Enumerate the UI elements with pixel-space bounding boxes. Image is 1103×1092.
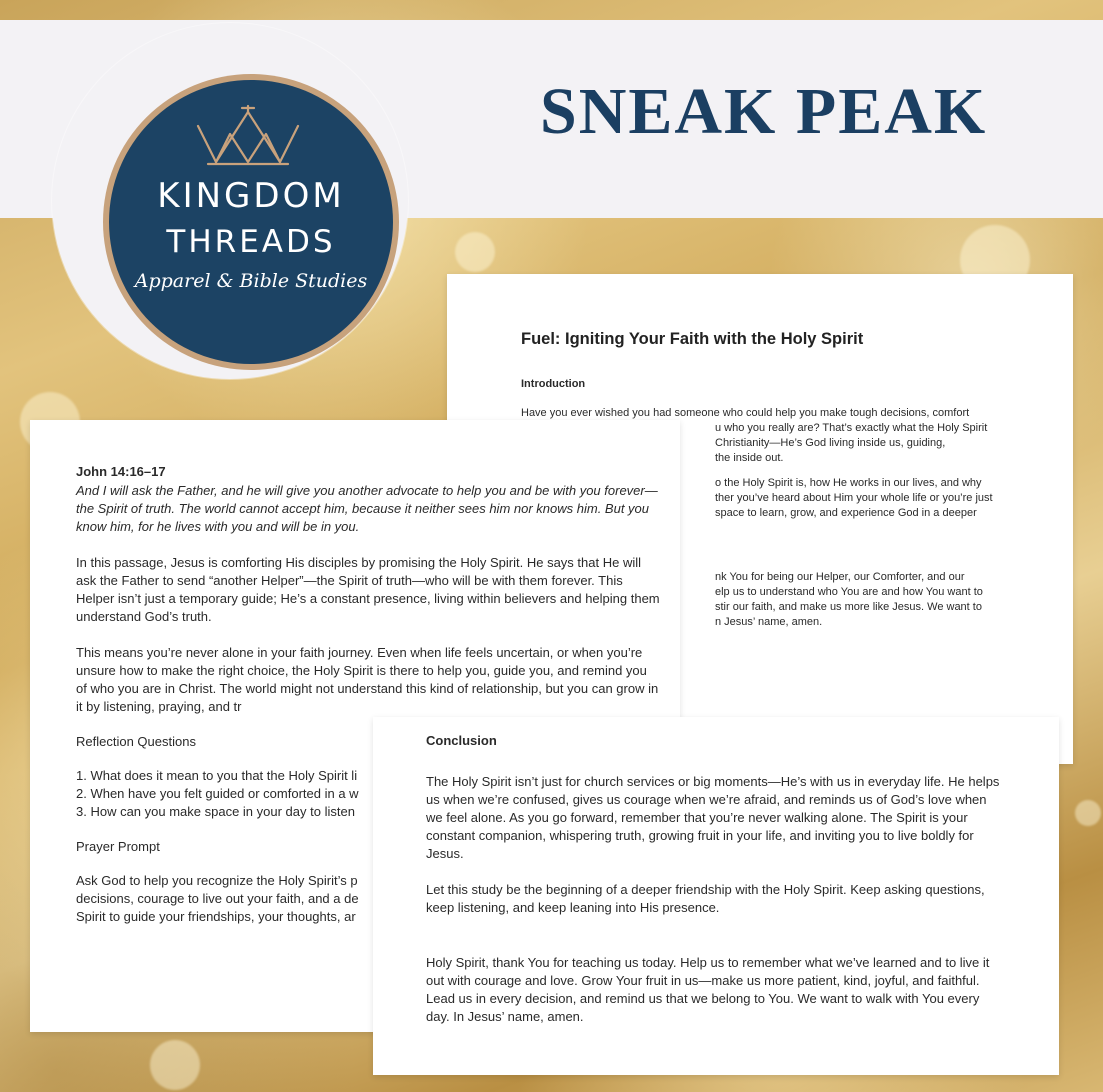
body-paragraph: In this passage, Jesus is comforting His disciples by promising the Holy Spirit. He says that He will ask the Father to send “another Helper”—the Spirit of truth—who will be with them forever. This Helper isn’t just a temporary guide; He’s a constant presence, living within believers and helping them understand God’s truth.: [76, 554, 660, 624]
reflection-heading: Reflection Questions: [76, 733, 196, 749]
text-line: Ask God to help you recognize the Holy Spirit’s p: [76, 872, 358, 888]
bokeh-light: [455, 232, 495, 272]
document-title: Fuel: Igniting Your Faith with the Holy Spirit: [521, 330, 864, 348]
text-line: space to learn, grow, and experience God in a deeper: [715, 507, 977, 519]
closing-prayer: Holy Spirit, thank You for teaching us today. Help us to remember what we’ve learned and to live it out with courage and love. Grow Your fruit in us—make us more patient, kind, joyful, and faithful. Lead us in every decision, and remind us that we belong to You. We want to walk with You every day. In Jesus’ name, amen.: [426, 954, 990, 1024]
text-line: nk You for being our Helper, our Comforter, and our: [715, 571, 965, 583]
list-item: 1. What does it mean to you that the Holy Spirit li: [76, 767, 358, 783]
bokeh-light: [150, 1040, 200, 1090]
text-line: the inside out.: [715, 452, 784, 464]
crown-icon: [190, 104, 306, 170]
intro-fragment: [715, 421, 1015, 466]
page-title: SNEAK PEAK: [540, 75, 988, 148]
logo-wordmark-line2: THREADS: [166, 224, 336, 260]
text-line: stir our faith, and make us more like Jesus. We want to: [715, 601, 982, 613]
document-page-front: [373, 717, 1059, 1075]
logo-wordmark-line1: KINGDOM: [157, 176, 345, 216]
list-item: 3. How can you make space in your day to listen: [76, 803, 355, 819]
text-line: decisions, courage to live out your faith, and a de: [76, 890, 359, 906]
text-line: n Jesus’ name, amen.: [715, 616, 823, 628]
body-paragraph: This means you’re never alone in your faith journey. Even when life feels uncertain, or when you’re unsure how to make the right choice, the Holy Spirit is there to help you, guide you, and remind you of who you are in Christ. The world might not understand this kind of relationship, but you can grow in it by listening, praying, and tr: [76, 644, 659, 714]
text-line: o the Holy Spirit is, how He works in our lives, and why: [715, 477, 982, 489]
bokeh-light: [1075, 800, 1101, 826]
text-line: Spirit to guide your friendships, your thoughts, ar: [76, 908, 356, 924]
scripture-verse: And I will ask the Father, and he will give you another advocate to help you and be with you forever— the Spirit of truth. The world cannot accept him, because it neither sees him nor knows him. But you know him, for he lives with you and will be in you.: [76, 482, 658, 534]
prayer-heading: Prayer Prompt: [76, 838, 160, 854]
scripture-reference: John 14:16–17: [76, 464, 166, 479]
body-paragraph: Let this study be the beginning of a deeper friendship with the Holy Spirit. Keep asking questions, keep listening, and keep leaning into His presence.: [426, 881, 985, 915]
intro-fragment: [715, 476, 1015, 521]
text-line: ther you’ve heard about Him your whole life or you’re just: [715, 492, 993, 504]
text-line: Christianity—He’s God living inside us, guiding,: [715, 437, 946, 449]
conclusion-heading: Conclusion: [426, 733, 497, 748]
intro-heading: Introduction: [521, 378, 586, 390]
intro-text: Have you ever wished you had someone who could help you make tough decisions, comfort: [521, 407, 970, 419]
body-paragraph: The Holy Spirit isn’t just for church services or big moments—He’s with us in everyday life. He helps us when we’re confused, gives us courage when we’re afraid, and reminds us of God’s love when we feel alone. As you go forward, remember that you’re never walking alone. The Spirit is your constant companion, whispering truth, growing fruit in your life, and inviting you to live boldly for Jesus.: [426, 773, 1000, 861]
text-line: elp us to understand who You are and how You want to: [715, 586, 983, 598]
text-line: u who you really are? That’s exactly what the Holy Spirit: [715, 422, 988, 434]
prayer-fragment: [715, 570, 1015, 630]
logo-tagline: Apparel & Bible Studies: [134, 270, 368, 292]
list-item: 2. When have you felt guided or comforted in a w: [76, 785, 359, 801]
